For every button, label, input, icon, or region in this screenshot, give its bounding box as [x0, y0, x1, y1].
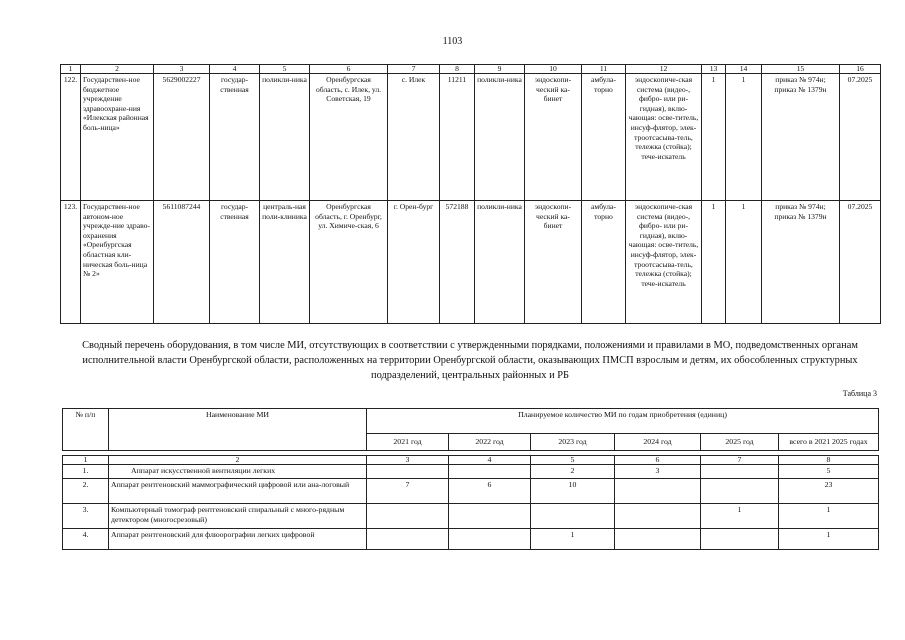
ownership-form: государ-ственная: [210, 74, 260, 201]
qty-2022: [449, 465, 531, 479]
qty-2021: [367, 465, 449, 479]
device-name: Аппарат искусственной вентиляции легких: [109, 465, 367, 479]
table-label: Таблица 3: [842, 389, 877, 398]
facility-type: поликли-ника: [260, 74, 310, 201]
equipment-table: [60, 64, 881, 324]
total-header: всего в 2021 2025 годах: [779, 434, 879, 451]
column-number: 1: [63, 456, 109, 465]
qty-total: 23: [779, 479, 879, 504]
header-row: [63, 409, 879, 434]
row-number: 122.: [61, 74, 81, 201]
address: Оренбургская область, г. Оренбург, ул. Химиче-ская, 6: [310, 201, 388, 324]
qty-2023: 2: [531, 465, 615, 479]
col-name-header: Наименование МИ: [109, 409, 367, 451]
column-number: 9: [475, 65, 525, 74]
qty-2022: [449, 504, 531, 529]
column-number: 16: [840, 65, 881, 74]
qty-2025: [701, 465, 779, 479]
qty-2025: 1: [701, 504, 779, 529]
column-numbers-row: [63, 456, 879, 465]
code: 572188: [440, 201, 475, 324]
inn: 5629002227: [154, 74, 210, 201]
qty-2023: 1: [531, 529, 615, 550]
column-number: 10: [525, 65, 582, 74]
qty-total: 1: [779, 529, 879, 550]
address: Оренбургская область, с. Илек, ул. Советская, 19: [310, 74, 388, 201]
inn: 5611087244: [154, 201, 210, 324]
column-number: 6: [615, 456, 701, 465]
column-number: 13: [702, 65, 726, 74]
year-header: 2025 год: [701, 434, 779, 451]
row-number: 2.: [63, 479, 109, 504]
year-header: 2023 год: [531, 434, 615, 451]
ownership-form: государ-ственная: [210, 201, 260, 324]
quantity-col14: 1: [726, 201, 762, 324]
column-number: 2: [109, 456, 367, 465]
column-number: 3: [367, 456, 449, 465]
qty-2021: [367, 529, 449, 550]
column-number: 6: [310, 65, 388, 74]
locality: с. Илек: [388, 74, 440, 201]
device-name: Компьютерный томограф рентгеновский спиральный с много-рядным детектором (многосрезовый): [109, 504, 367, 529]
qty-2024: [615, 504, 701, 529]
date: 07.2025: [840, 201, 881, 324]
qty-2024: 3: [615, 465, 701, 479]
year-header: 2022 год: [449, 434, 531, 451]
column-number: 14: [726, 65, 762, 74]
column-number: 1: [61, 65, 81, 74]
column-number: 15: [762, 65, 840, 74]
qty-2025: [701, 529, 779, 550]
column-number: 5: [260, 65, 310, 74]
qty-2024: [615, 529, 701, 550]
row-number: 123.: [61, 201, 81, 324]
facility-type: централь-ная поли-клиника: [260, 201, 310, 324]
device-name: Аппарат рентгеновский маммографический цифровой или ана-логовый: [109, 479, 367, 504]
qty-2025: [701, 479, 779, 504]
planned-equipment-table: [62, 408, 879, 550]
room: эндоскопи-ческий ка-бинет: [525, 201, 582, 324]
column-number: 11: [582, 65, 626, 74]
qty-2023: [531, 504, 615, 529]
care-mode: амбула-торно: [582, 74, 626, 201]
qty-total: 5: [779, 465, 879, 479]
equipment: эндоскопиче-ская система (видео-, фибро- или ри-гидная), вклю-чающая: осве-титель, инсуф-флятор, элек-троотсасыва-тель, тележка (стойка); тече-искатель: [626, 201, 702, 324]
year-header: 2024 год: [615, 434, 701, 451]
column-number: 7: [388, 65, 440, 74]
table-row: [61, 201, 881, 324]
column-number: 8: [440, 65, 475, 74]
quantity-col14: 1: [726, 74, 762, 201]
column-number: 2: [81, 65, 154, 74]
column-numbers-row: [61, 65, 881, 74]
organization-name: Государствен-ное бюджетное учреждение здравоохране-ния «Илекская районная боль-ница»: [81, 74, 154, 201]
table-row: [63, 465, 879, 479]
care-mode: амбула-торно: [582, 201, 626, 324]
device-name: Аппарат рентгеновский для флюорографии легких цифровой: [109, 529, 367, 550]
code: 11211: [440, 74, 475, 201]
column-number: 7: [701, 456, 779, 465]
column-number: 5: [531, 456, 615, 465]
column-number: 8: [779, 456, 879, 465]
unit: поликли-ника: [475, 201, 525, 324]
column-number: 4: [210, 65, 260, 74]
col-number-header: № п/п: [63, 409, 109, 451]
column-number: 12: [626, 65, 702, 74]
quantity-col13: 1: [702, 74, 726, 201]
room: эндоскопи-ческий ка-бинет: [525, 74, 582, 201]
qty-2021: [367, 504, 449, 529]
quantity-col13: 1: [702, 201, 726, 324]
planned-quantity-header: Планируемое количество МИ по годам приобретения (единиц): [367, 409, 879, 434]
order-reference: приказ № 974н; приказ № 1379н: [762, 74, 840, 201]
qty-total: 1: [779, 504, 879, 529]
date: 07.2025: [840, 74, 881, 201]
order-reference: приказ № 974н; приказ № 1379н: [762, 201, 840, 324]
column-number: 3: [154, 65, 210, 74]
qty-2021: 7: [367, 479, 449, 504]
table-row: [63, 479, 879, 504]
table-row: [61, 74, 881, 201]
summary-title: Сводный перечень оборудования, в том числе МИ, отсутствующих в соответствии с утвержденными порядками, положениями и правилами в МО, подведомственных органам исполнительной власти Оренбургской области, расположенных на территории Оренбургской области, оказывающих ПМСП взрослым и детям, их обособленных структурных подразделений, центральных районных и РБ: [82, 340, 858, 381]
row-number: 3.: [63, 504, 109, 529]
qty-2022: [449, 529, 531, 550]
equipment: эндоскопиче-ская система (видео-, фибро- или ри-гидная), вклю-чающая: осве-титель, инсуф-флятор, элек-троотсасыва-тель, тележка (стойка); тече-искатель: [626, 74, 702, 201]
qty-2022: 6: [449, 479, 531, 504]
unit: поликли-ника: [475, 74, 525, 201]
qty-2023: 10: [531, 479, 615, 504]
table-row: [63, 504, 879, 529]
column-number: 4: [449, 456, 531, 465]
qty-2024: [615, 479, 701, 504]
row-number: 4.: [63, 529, 109, 550]
organization-name: Государствен-ное автоном-ное учрежде-ние здраво-охранения «Оренбургская областная кли-ническая боль-ница № 2»: [81, 201, 154, 324]
year-header: 2021 год: [367, 434, 449, 451]
page-number: 1103: [442, 36, 463, 47]
locality: г. Орен-бург: [388, 201, 440, 324]
row-number: 1.: [63, 465, 109, 479]
table-row: [63, 529, 879, 550]
